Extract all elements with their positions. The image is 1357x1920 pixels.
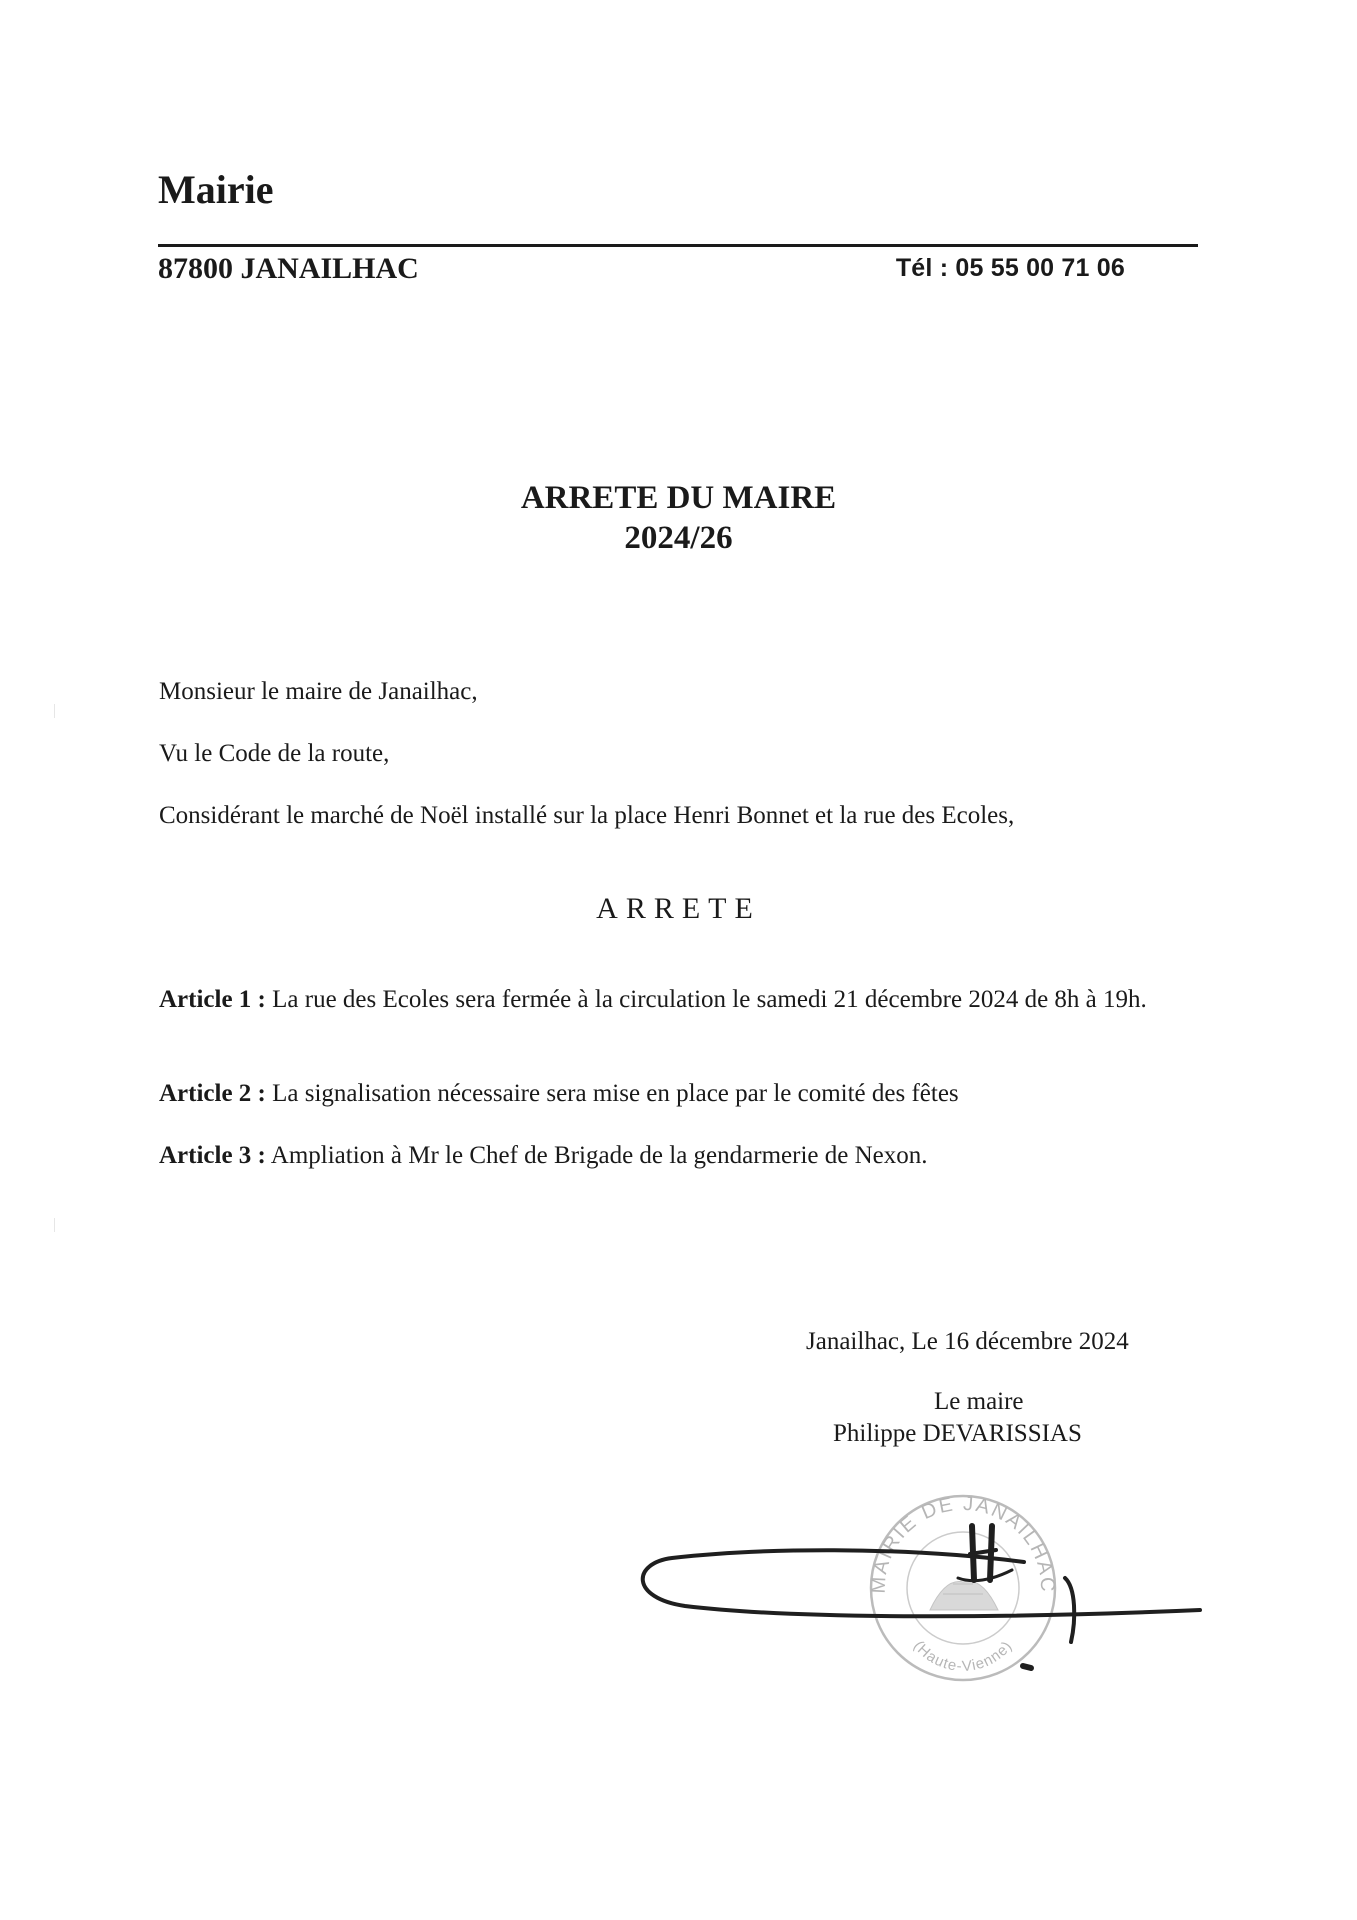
article-text: La rue des Ecoles sera fermée à la circulation le samedi 21 décembre 2024 de 8h à 19h. [272, 986, 1147, 1013]
article-2 [159, 1078, 1201, 1110]
preamble-line: Vu le Code de la route, [159, 740, 390, 767]
article-text: Ampliation à Mr le Chef de Brigade de la gendarmerie de Nexon. [270, 1142, 928, 1169]
article-3 [159, 1140, 1201, 1172]
scan-mark [54, 704, 65, 718]
signatory-name: Philippe DEVARISSIAS [833, 1420, 1082, 1447]
decree-title: ARRETE DU MAIRE [520, 480, 837, 516]
decree-number: 2024/26 [624, 520, 733, 556]
article-label: Article 1 : [159, 986, 266, 1013]
article-1 [159, 984, 1201, 1016]
preamble-line: Considérant le marché de Noël installé sur la place Henri Bonnet et la rue des Ecoles, [159, 802, 1015, 829]
decree-heading [0, 478, 1357, 558]
stamp-bottom-text: (Haute-Vienne) [910, 1637, 1016, 1676]
header-divider [158, 244, 1198, 247]
signatory-role: Le maire [934, 1388, 1024, 1415]
scan-mark [54, 1218, 65, 1232]
decision-heading: ARRETE [596, 892, 761, 925]
article-text: La signalisation nécessaire sera mise en place par le comité des fêtes [272, 1080, 959, 1107]
mairie-phone: Tél : 05 55 00 71 06 [895, 254, 1125, 282]
mairie-address: 87800 JANAILHAC [158, 252, 419, 285]
place-date: Janailhac, Le 16 décembre 2024 [806, 1328, 1129, 1355]
preamble-line: Monsieur le maire de Janailhac, [159, 678, 478, 705]
official-stamp-icon [868, 1493, 1059, 1680]
article-label: Article 3 : [159, 1142, 266, 1169]
signature-and-stamp [640, 1470, 1220, 1720]
article-label: Article 2 : [159, 1080, 266, 1107]
mairie-title: Mairie [158, 167, 274, 212]
stamp-top-text: MAIRIE DE JANAILHAC [867, 1492, 1059, 1594]
